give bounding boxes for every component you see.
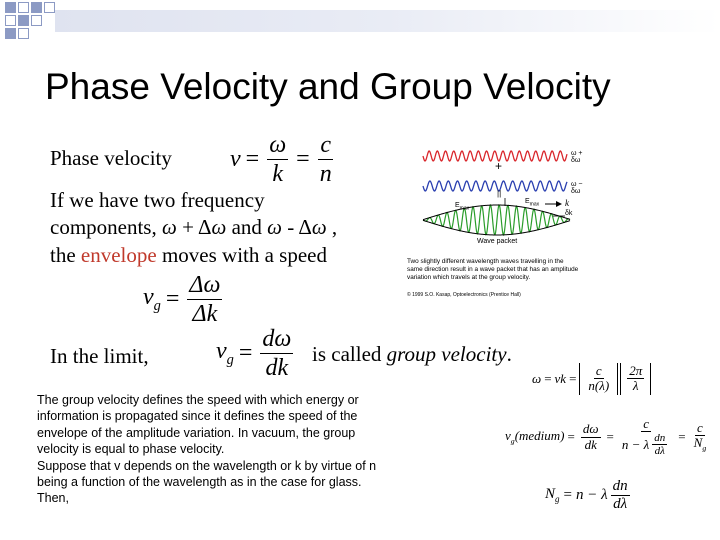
denominator: dk bbox=[584, 436, 597, 452]
denominator: k bbox=[272, 161, 283, 188]
eq-sign: = bbox=[567, 429, 575, 445]
eq-sign: = bbox=[165, 286, 180, 313]
subscript: max bbox=[529, 201, 540, 208]
text: + Δ bbox=[176, 215, 212, 239]
figure-copyright: © 1999 S.O. Kasap, Optoelectronics (Prentice Hall) bbox=[407, 292, 521, 298]
omega-symbol: ω bbox=[532, 370, 542, 386]
eq-sign: = bbox=[238, 340, 253, 367]
n-symbol: N bbox=[545, 486, 556, 502]
numerator: dω bbox=[582, 421, 599, 437]
numerator: 2π bbox=[629, 363, 643, 378]
figure-caption: Two slightly different wavelength waves travelling in the same direction result in a wave packet that has an amplitude variation which travels at the group velocity. bbox=[407, 258, 579, 281]
text: is called bbox=[312, 342, 387, 366]
paragraph-line: being a function of the wavelength as in the case for glass. bbox=[37, 475, 362, 490]
subscript: g bbox=[510, 437, 515, 447]
eq-sign: = bbox=[569, 370, 577, 386]
fraction bbox=[581, 422, 601, 452]
two-frequency-line-2 bbox=[50, 214, 337, 240]
fraction bbox=[620, 417, 672, 457]
slide-title: Phase Velocity and Group Velocity bbox=[45, 66, 611, 107]
text: , bbox=[326, 215, 338, 239]
text: moves with a speed bbox=[156, 243, 327, 267]
paragraph-line: Then, bbox=[37, 491, 69, 506]
text: components, bbox=[50, 215, 162, 239]
envelope-highlight: envelope bbox=[80, 243, 157, 267]
denominator: Δk bbox=[192, 301, 218, 328]
corner-square bbox=[44, 2, 55, 13]
corner-square bbox=[18, 2, 29, 13]
corner-square bbox=[5, 2, 16, 13]
text: E bbox=[525, 198, 530, 205]
two-frequency-line-1: If we have two frequency bbox=[50, 188, 265, 212]
eq-sign: = bbox=[245, 146, 260, 173]
eq-sign: = bbox=[296, 146, 310, 173]
denominator: λ bbox=[632, 378, 639, 394]
denominator bbox=[692, 436, 709, 453]
eq-lhs: v bbox=[230, 146, 241, 173]
subscript: max bbox=[459, 205, 470, 212]
dk-label: δk bbox=[565, 210, 573, 217]
group-velocity-derivative-equation bbox=[216, 326, 296, 382]
text: N bbox=[693, 435, 703, 451]
omega-vk-equation bbox=[532, 363, 651, 395]
bracket-group bbox=[579, 363, 618, 395]
phase-velocity-label: Phase velocity bbox=[50, 146, 172, 170]
denominator: dλ bbox=[654, 445, 665, 458]
corner-square bbox=[18, 28, 29, 39]
subscript: g bbox=[153, 298, 161, 315]
bottom-wave-label: ω − δω bbox=[571, 181, 583, 195]
fraction bbox=[267, 132, 288, 188]
explanation-paragraph bbox=[37, 392, 437, 507]
numerator: c bbox=[697, 420, 703, 436]
group-velocity-delta-equation bbox=[143, 272, 225, 328]
eq-lhs bbox=[545, 486, 560, 504]
group-velocity-definition bbox=[312, 341, 512, 367]
vk-term: vk bbox=[554, 370, 567, 386]
numerator: c bbox=[643, 416, 649, 431]
omega-symbol: ω bbox=[161, 215, 177, 239]
emax-left-label bbox=[455, 202, 469, 211]
text: . bbox=[506, 342, 512, 366]
fraction bbox=[586, 364, 611, 394]
text: the bbox=[50, 243, 81, 267]
fraction bbox=[692, 421, 709, 453]
eq-sign: = bbox=[678, 429, 686, 445]
text: - Δ bbox=[282, 215, 312, 239]
vg-medium-equation bbox=[505, 417, 711, 457]
wave-packet-label: Wave packet bbox=[477, 238, 518, 245]
bracket-group bbox=[620, 363, 651, 395]
v-symbol: v bbox=[143, 284, 154, 311]
v-symbol: v bbox=[505, 428, 511, 444]
eq-lhs bbox=[216, 338, 234, 369]
eq-lhs bbox=[505, 428, 565, 446]
corner-square bbox=[5, 15, 16, 26]
corner-square bbox=[18, 15, 29, 26]
numerator: ω bbox=[267, 132, 288, 160]
text: n − λ bbox=[621, 436, 650, 452]
v-symbol: v bbox=[216, 338, 227, 365]
k-label: k bbox=[565, 198, 569, 208]
top-wave-label: ω + δω bbox=[571, 150, 583, 164]
omega-symbol: ω bbox=[267, 215, 282, 239]
equals-sign: || bbox=[497, 189, 502, 198]
k-arrow-head bbox=[556, 201, 562, 207]
denominator: n(λ) bbox=[588, 378, 610, 394]
paragraph-line: Suppose that v depends on the wavelength or k by virtue of n bbox=[37, 458, 377, 473]
header-bar bbox=[55, 10, 720, 32]
numerator: dn bbox=[654, 432, 666, 445]
omega-symbol: ω bbox=[211, 215, 227, 239]
numerator: Δω bbox=[187, 272, 222, 300]
subscript: g bbox=[702, 443, 707, 453]
emax-right-label bbox=[525, 198, 539, 207]
subscript: g bbox=[226, 352, 234, 369]
corner-square bbox=[5, 28, 16, 39]
text: E bbox=[455, 202, 460, 209]
numerator: c bbox=[595, 363, 602, 378]
fraction bbox=[652, 432, 667, 457]
denominator: n bbox=[319, 161, 332, 188]
denominator: dk bbox=[265, 355, 289, 382]
numerator: dω bbox=[260, 326, 293, 354]
plus-sign: + bbox=[495, 159, 503, 173]
paragraph-line: velocity is equal to phase velocity. bbox=[37, 442, 225, 457]
low-frequency-wave bbox=[423, 181, 567, 191]
two-frequency-line-3 bbox=[50, 242, 327, 268]
text: n − λ bbox=[575, 486, 608, 503]
subscript: g bbox=[555, 494, 560, 504]
corner-square bbox=[31, 15, 42, 26]
fraction bbox=[187, 272, 222, 328]
text: and bbox=[226, 215, 268, 239]
paragraph-line: The group velocity defines the speed with which energy or bbox=[37, 393, 359, 407]
fraction bbox=[627, 364, 644, 394]
paragraph-line: information is propagated since it defines the speed of the bbox=[37, 409, 358, 424]
limit-label: In the limit, bbox=[50, 344, 149, 368]
denominator: dλ bbox=[613, 495, 628, 512]
eq-lhs bbox=[143, 284, 161, 315]
phase-velocity-equation bbox=[230, 132, 337, 188]
eq-sign: = bbox=[563, 486, 572, 503]
fraction bbox=[260, 326, 293, 382]
fraction bbox=[318, 132, 334, 188]
group-velocity-term: group velocity bbox=[386, 342, 507, 366]
paragraph-line: envelope of the amplitude variation. In vacuum, the group bbox=[37, 425, 356, 440]
numerator: dn bbox=[612, 478, 628, 494]
denominator bbox=[620, 432, 672, 457]
corner-square bbox=[31, 2, 42, 13]
group-index-equation bbox=[545, 478, 633, 512]
wave-packet-figure bbox=[405, 142, 590, 307]
eq-sign: = bbox=[606, 429, 614, 445]
wave-packet-carrier bbox=[423, 205, 573, 235]
numerator: c bbox=[318, 132, 333, 160]
medium-term: (medium) bbox=[514, 428, 565, 444]
fraction bbox=[611, 478, 630, 512]
eq-sign: = bbox=[544, 370, 552, 386]
omega-symbol: ω bbox=[311, 215, 327, 239]
